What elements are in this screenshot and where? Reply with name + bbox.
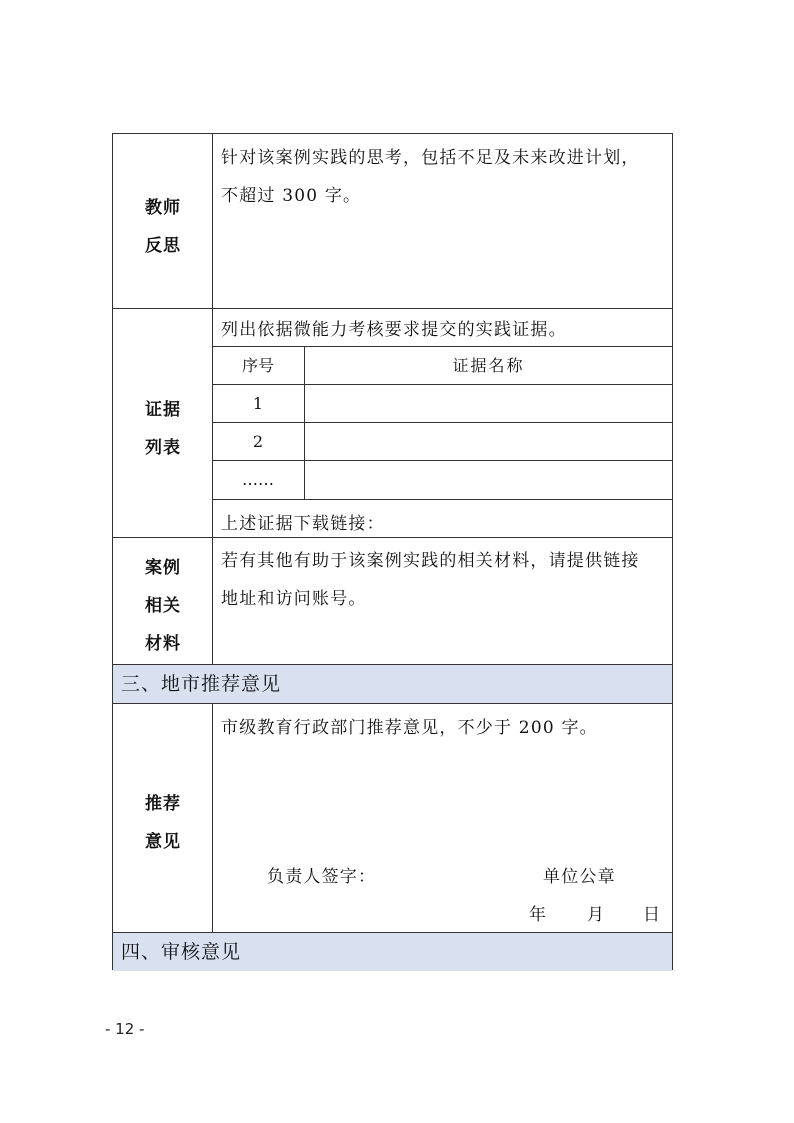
evidence-download-link-label: 上述证据下载链接： — [221, 514, 385, 534]
date-year: 年 — [529, 905, 548, 925]
divider — [113, 308, 672, 309]
case-material-label: 案例 相关 材料 — [145, 558, 181, 654]
evidence-row-seq: 1 — [252, 394, 264, 413]
evidence-table-bottom — [212, 499, 672, 500]
section4-header: 四、审核意见 — [113, 933, 672, 971]
case-material-instruction-line1: 若有其他有助于该案例实践的相关材料，请提供链接 — [221, 551, 640, 571]
evidence-row-seq: 2 — [252, 432, 264, 451]
date-day: 日 — [643, 905, 662, 925]
evidence-col-name-header: 证据名称 — [452, 356, 525, 375]
reflection-instruction-line1: 针对该案例实践的思考，包括不足及未来改进计划， — [221, 148, 640, 168]
section3-header: 三、地市推荐意见 — [113, 665, 672, 703]
evidence-row-seq: …… — [242, 470, 274, 489]
divider — [113, 703, 672, 704]
evidence-col-seq-header: 序号 — [241, 356, 274, 375]
evidence-label: 证据 列表 — [145, 400, 181, 458]
signer-label: 负责人签字： — [267, 867, 377, 887]
page-number: - 12 - — [105, 1020, 145, 1038]
case-material-instruction-line2: 地址和访问账号。 — [221, 589, 367, 609]
evidence-instruction: 列出依据微能力考核要求提交的实践证据。 — [221, 320, 567, 340]
form-table — [112, 133, 673, 970]
divider — [113, 537, 672, 538]
recommendation-instruction: 市级教育行政部门推荐意见，不少于 200 字。 — [221, 718, 598, 738]
reflection-label: 教师 反思 — [145, 198, 181, 256]
seal-label: 单位公章 — [543, 867, 616, 887]
reflection-instruction-line2: 不超过 300 字。 — [221, 186, 362, 206]
date-month: 月 — [587, 905, 606, 925]
recommendation-label: 推荐 意见 — [145, 794, 181, 852]
